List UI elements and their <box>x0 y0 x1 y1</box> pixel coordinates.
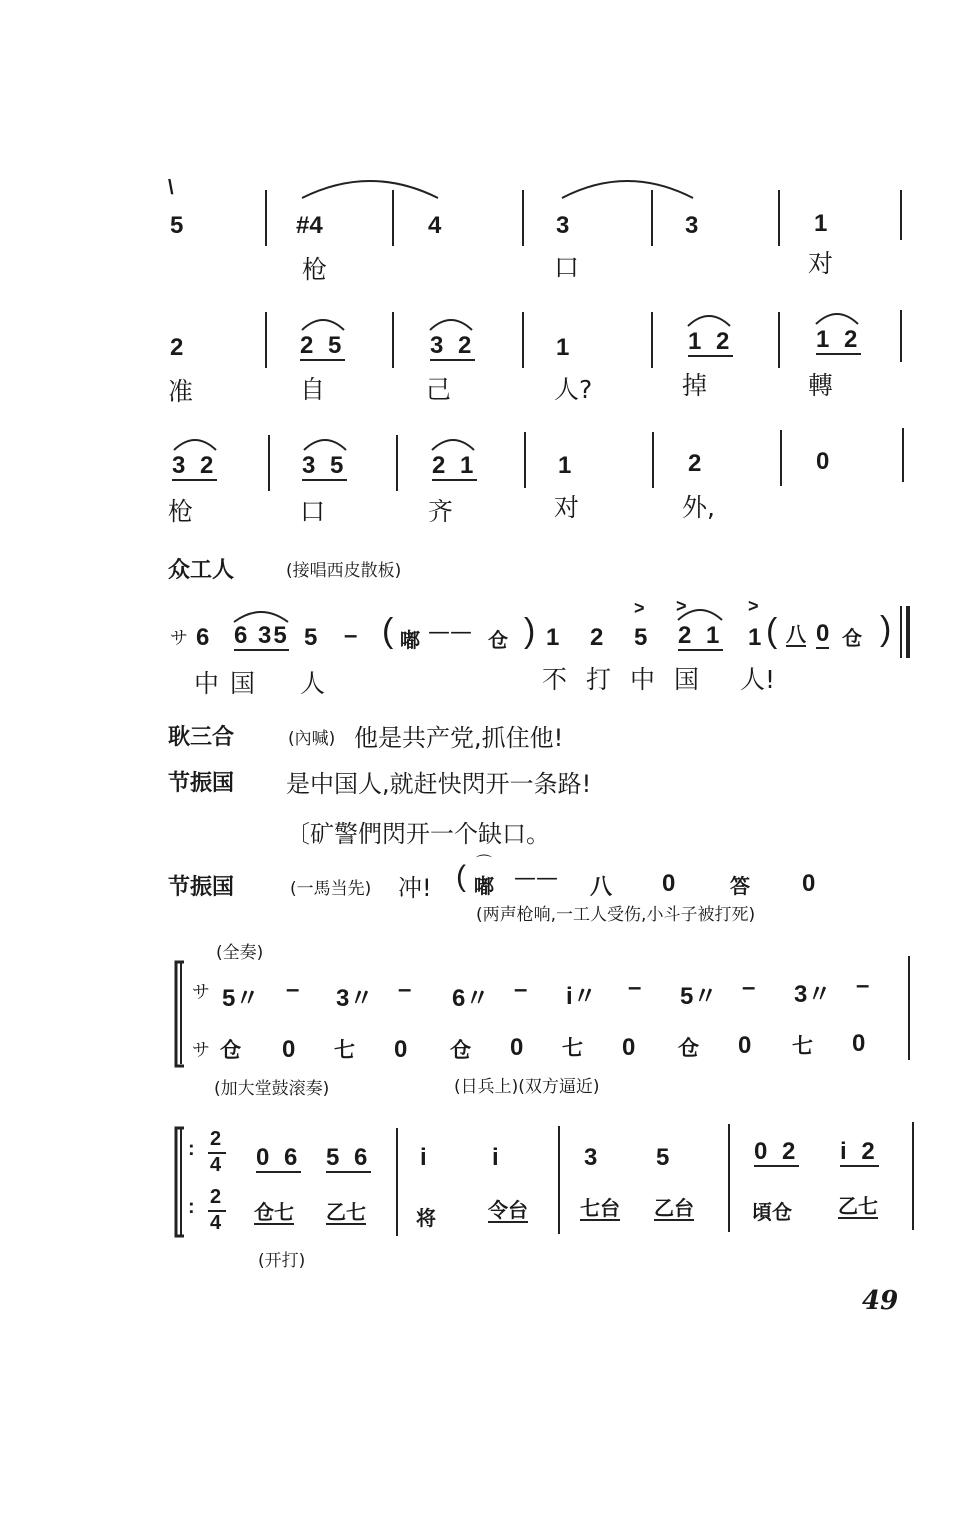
bar-line <box>180 1128 182 1236</box>
repeat-dots: : <box>188 1196 195 1218</box>
spoken-line: 冲! <box>398 874 432 902</box>
note: 3 <box>584 1144 598 1171</box>
slur <box>300 314 346 332</box>
note-group: 0 6 <box>256 1144 302 1171</box>
note: 6〃 <box>452 985 490 1012</box>
note: #4 <box>296 212 323 239</box>
percussion-syllable: 頃仓 <box>752 1200 792 1224</box>
dash: – <box>514 976 528 1003</box>
dash: – <box>628 974 642 1001</box>
bar-line <box>396 1128 398 1236</box>
percussion-syllable: 将 <box>416 1206 436 1230</box>
bar-line <box>558 1126 560 1234</box>
slur <box>232 606 290 624</box>
percussion-syllable: 乙七 <box>838 1194 878 1218</box>
repeat-dots: : <box>188 1138 195 1160</box>
lyric: 打 <box>586 665 612 694</box>
rest: 0 <box>802 870 816 897</box>
spoken-line: 他是共产党,抓住他! <box>354 724 564 752</box>
note-group: 5 6 <box>326 1144 372 1171</box>
percussion-syllable: 七 <box>792 1034 813 1058</box>
accent-mark: > <box>634 598 645 618</box>
percussion-syllable: 答 <box>730 874 750 898</box>
paren: ) <box>880 610 892 648</box>
spoken-line: 是中国人,就赶快閃开一条路! <box>286 770 592 798</box>
lyric: 外, <box>682 493 715 522</box>
percussion-syllable: 仓七 <box>254 1200 294 1224</box>
lyric: 对 <box>554 493 580 522</box>
note: 5 <box>170 212 184 239</box>
sanban-mark: サ <box>170 628 188 648</box>
percussion-syllable: 嘟 <box>400 628 420 652</box>
note: 3 <box>685 212 699 239</box>
rest: 0 <box>622 1034 636 1061</box>
lyric: 准 <box>168 377 194 406</box>
dash: – <box>398 976 412 1003</box>
note: 3〃 <box>794 981 832 1008</box>
percussion-syllable: 仓 <box>842 626 862 650</box>
note: 1 <box>546 624 560 651</box>
lyric: 中 <box>630 665 656 694</box>
note: 2 <box>590 624 604 651</box>
bar-line <box>728 1124 730 1232</box>
note-group: 1 2 <box>688 328 734 355</box>
bar-line <box>778 190 780 246</box>
note: 1 <box>814 210 828 237</box>
sanban-mark: サ <box>192 1040 210 1060</box>
note: 5 <box>634 624 648 651</box>
rest: 0 <box>852 1030 866 1057</box>
final-bar-line <box>900 606 902 658</box>
note: 1 <box>558 452 572 479</box>
lyric: 轉 <box>808 371 834 400</box>
bar-line <box>780 430 782 486</box>
note: 4 <box>428 212 442 239</box>
speaker-name: 节振国 <box>168 875 235 900</box>
lyric: 不 <box>542 665 568 694</box>
note-group: 1 2 <box>816 326 862 353</box>
section-note: (接唱西皮散板) <box>286 561 402 581</box>
lyric: 人? <box>554 375 593 404</box>
lyric: 己 <box>426 375 452 404</box>
note-group: 2 1 <box>678 622 724 649</box>
dash: – <box>344 622 358 649</box>
lyric: 国 <box>230 669 256 698</box>
sanban-mark: サ <box>192 982 210 1002</box>
time-signature-top: 2 <box>210 1128 222 1150</box>
note-group: i 2 <box>840 1138 879 1165</box>
note: 1 <box>748 624 762 651</box>
percussion-syllable: 嘟 <box>474 874 494 898</box>
percussion-syllable: 仓 <box>678 1036 699 1060</box>
bar-line <box>524 432 526 488</box>
slur <box>686 310 732 328</box>
lyric: 枪 <box>168 497 194 526</box>
note: 2 <box>688 450 702 477</box>
slur <box>302 434 348 452</box>
lyric: 自 <box>300 375 326 404</box>
percussion-syllable: 八 <box>786 622 806 646</box>
stage-aside: (一馬当先) <box>290 879 372 899</box>
note-group: 6 35 <box>234 622 289 649</box>
bar-line <box>900 310 902 362</box>
time-signature-bottom: 4 <box>210 1212 222 1234</box>
accent-mark: > <box>748 596 759 616</box>
paren: ( <box>766 612 778 650</box>
bar-line <box>651 312 653 368</box>
speaker-name: 耿三合 <box>168 725 235 750</box>
slur <box>428 314 474 332</box>
dash: – <box>742 974 756 1001</box>
note: 5〃 <box>680 983 718 1010</box>
note: i〃 <box>566 983 597 1010</box>
rest: 0 <box>394 1036 408 1063</box>
percussion-syllable: 七 <box>562 1036 583 1060</box>
note: i <box>492 1144 499 1171</box>
percussion-syllable: 仓 <box>220 1038 241 1062</box>
slur <box>300 172 440 202</box>
percussion-syllable: 仓 <box>488 628 508 652</box>
note-group: 2 5 <box>300 332 346 359</box>
dash: – <box>856 972 870 999</box>
bar-line <box>265 190 267 246</box>
percussion-syllable: 七 <box>334 1038 355 1062</box>
bar-line <box>912 1122 914 1230</box>
rest: 0 <box>662 870 676 897</box>
paren: ) <box>524 612 536 650</box>
lyric: 枪 <box>302 255 328 284</box>
note: 0 <box>816 620 830 647</box>
note: 1 <box>556 334 570 361</box>
bar-line <box>392 312 394 368</box>
accent-mark: > <box>676 596 687 616</box>
percussion-line: —— <box>514 866 558 891</box>
note: 5 <box>656 1144 670 1171</box>
bar-line <box>778 312 780 368</box>
percussion-syllable: 七台 <box>580 1196 620 1220</box>
slur <box>172 434 218 452</box>
stage-note: (两声枪响,一工人受伤,小斗子被打死) <box>476 905 756 925</box>
bar-line <box>902 428 904 482</box>
fermata: ⌒ <box>476 855 493 872</box>
note: 6 <box>196 624 210 651</box>
lyric: 口 <box>300 497 326 526</box>
lyric: 齐 <box>428 497 454 526</box>
note-group: 3 5 <box>302 452 348 479</box>
final-bar-line <box>906 606 910 658</box>
lyric: 中 <box>194 669 220 698</box>
lyric: 掉 <box>682 371 708 400</box>
rest: 0 <box>510 1034 524 1061</box>
note-group: 3 2 <box>172 452 218 479</box>
page-number: 49 <box>862 1286 899 1316</box>
percussion-syllable: 乙七 <box>326 1200 366 1224</box>
lyric: 对 <box>808 249 834 278</box>
note: 2 <box>170 334 184 361</box>
bar-line <box>268 435 270 491</box>
percussion-syllable: 八 <box>590 875 613 900</box>
note-group: 0 2 <box>754 1138 800 1165</box>
note: 3〃 <box>336 985 374 1012</box>
percussion-syllable: 令台 <box>488 1198 528 1222</box>
stage-note: (加大堂鼓滚奏) <box>214 1079 330 1099</box>
bar-line <box>522 190 524 246</box>
note-group: 2 1 <box>432 452 478 479</box>
rest: 0 <box>738 1032 752 1059</box>
note: 5〃 <box>222 985 260 1012</box>
lyric: 人! <box>740 665 776 694</box>
bar-line <box>522 312 524 368</box>
section-label: 众工人 <box>168 558 235 583</box>
dash: – <box>286 976 300 1003</box>
bar-line <box>908 956 910 1060</box>
stage-aside: (內喊) <box>288 729 336 749</box>
section-note: (全奏) <box>216 943 264 963</box>
percussion-syllable: 仓 <box>450 1038 471 1062</box>
time-signature-top: 2 <box>210 1186 222 1208</box>
paren: ( <box>456 860 466 893</box>
paren: ( <box>382 612 394 650</box>
bar-line <box>396 435 398 491</box>
note-group: 3 2 <box>430 332 476 359</box>
note: i <box>420 1144 427 1171</box>
stage-note: (开打) <box>258 1251 306 1271</box>
note: 0 <box>816 448 830 475</box>
slur <box>814 308 860 326</box>
stage-note: (日兵上)(双方逼近) <box>454 1077 600 1097</box>
bar-line <box>652 432 654 488</box>
stage-direction: 〔矿警們閃开一个缺口。 <box>286 820 550 848</box>
accent-mark: \ <box>168 177 174 199</box>
percussion-line: —— <box>428 620 472 645</box>
bar-line <box>180 962 182 1064</box>
bar-line <box>900 190 902 240</box>
speaker-name: 节振国 <box>168 771 235 796</box>
time-signature-bottom: 4 <box>210 1154 222 1176</box>
note: 5 <box>304 624 318 651</box>
slur <box>560 172 695 202</box>
note: 3 <box>556 212 570 239</box>
rest: 0 <box>282 1036 296 1063</box>
percussion-syllable: 乙台 <box>654 1196 694 1220</box>
lyric: 口 <box>554 253 580 282</box>
slur <box>430 434 476 452</box>
lyric: 国 <box>674 665 700 694</box>
bar-line <box>265 312 267 368</box>
lyric: 人 <box>300 669 326 698</box>
slur <box>676 604 724 622</box>
